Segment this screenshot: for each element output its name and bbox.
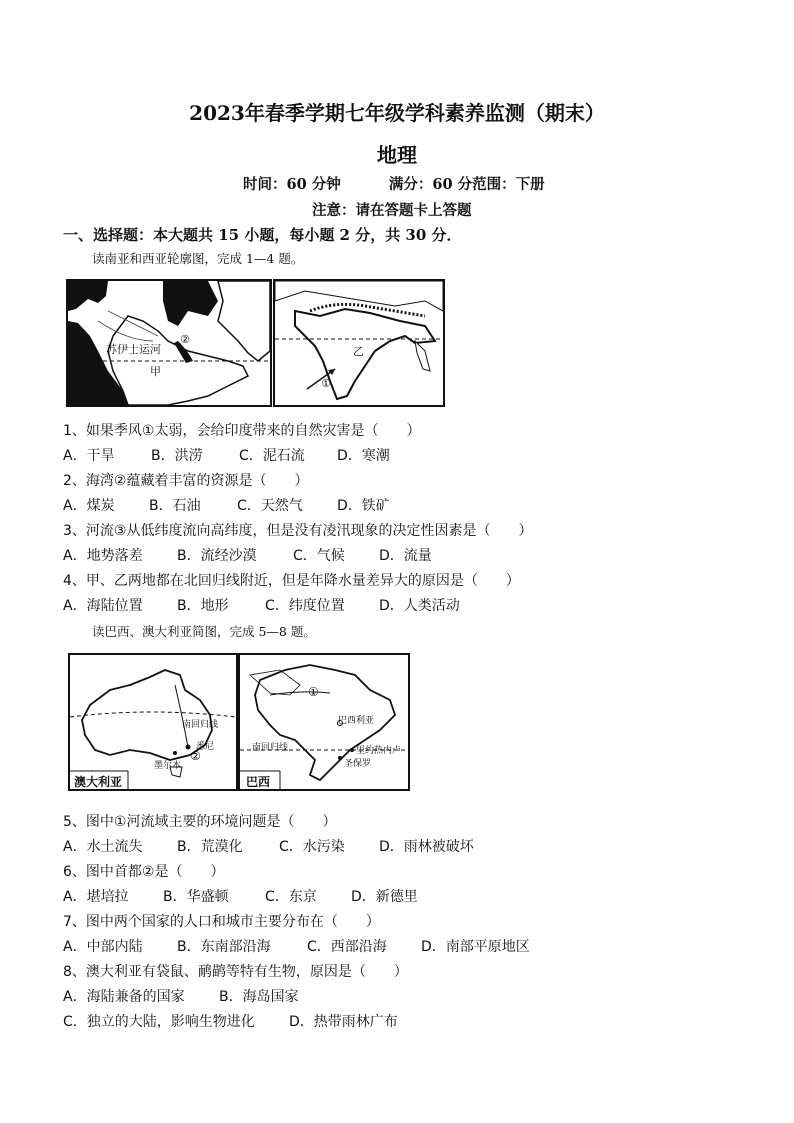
west-asia-map xyxy=(66,279,272,407)
q7-option-a[interactable]: A．中部内陆 xyxy=(63,939,143,955)
intro-map1: 读南亚和西亚轮廓图，完成 1—4 题。 xyxy=(92,251,304,266)
intro-map2: 读巴西、澳大利亚简图，完成 5—8 题。 xyxy=(92,624,316,639)
australia-map xyxy=(68,653,238,791)
q3-options xyxy=(63,545,432,565)
q2-option-d[interactable]: D．铁矿 xyxy=(337,498,390,514)
q1-option-c[interactable]: C．泥石流 xyxy=(239,448,305,464)
exam-info xyxy=(243,173,545,194)
suez-canal-label: 苏伊士运河 xyxy=(106,343,161,356)
q8-option-a[interactable]: A．海陆兼备的国家 xyxy=(63,989,185,1005)
q5-option-b[interactable]: B．荒漠化 xyxy=(177,839,243,855)
q8-options-ab xyxy=(63,986,299,1006)
q5-options xyxy=(63,836,474,856)
q1-options xyxy=(63,445,390,465)
q3-option-b[interactable]: B．流经沙漠 xyxy=(177,548,257,564)
q2-option-c[interactable]: C．天然气 xyxy=(237,498,303,514)
tropic-label-aus: 南回归线 xyxy=(182,720,219,730)
subject-title: 地理 xyxy=(377,143,417,167)
south-asia-map xyxy=(273,279,445,407)
rio-label: 里约热内卢 xyxy=(356,746,402,756)
brazil-map-drawing xyxy=(240,655,408,789)
q5-option-c[interactable]: C．水污染 xyxy=(279,839,345,855)
q6-option-c[interactable]: C．东京 xyxy=(265,889,317,905)
q4-option-d[interactable]: D．人类活动 xyxy=(379,598,460,614)
q8-option-b[interactable]: B．海岛国家 xyxy=(219,989,299,1005)
section-heading: 一、选择题：本大题共 15 小题，每小题 2 分，共 30 分． xyxy=(63,226,462,244)
marker-2-aus: ② xyxy=(190,749,201,763)
q2-option-b[interactable]: B．石油 xyxy=(149,498,201,514)
exam-title: 2023年春季学期七年级学科素养监测（期末） xyxy=(189,101,605,125)
q8-options-cd xyxy=(63,1011,398,1031)
q4-stem: 4、甲、乙两地都在北回归线附近，但是年降水量差异大的原因是（ ） xyxy=(63,573,520,589)
q3-option-d[interactable]: D．流量 xyxy=(379,548,432,564)
q2-option-a[interactable]: A．煤炭 xyxy=(63,498,115,514)
q7-stem: 7、图中两个国家的人口和城市主要分布在（ ） xyxy=(63,914,380,930)
q4-option-b[interactable]: B．地形 xyxy=(177,598,229,614)
q7-option-d[interactable]: D．南部平原地区 xyxy=(421,939,530,955)
yi-label: 乙 xyxy=(353,345,364,358)
q6-stem: 6、图中首都②是（ ） xyxy=(63,864,225,880)
brazil-map xyxy=(238,653,410,791)
q2-options xyxy=(63,495,390,515)
q5-option-d[interactable]: D．雨林被破坏 xyxy=(379,839,474,855)
tropic-label-bra: 南回归线 xyxy=(252,743,289,753)
q7-options xyxy=(63,936,530,956)
q6-option-b[interactable]: B．华盛顿 xyxy=(163,889,229,905)
west-asia-map-drawing xyxy=(68,281,270,405)
q6-options xyxy=(63,886,418,906)
exam-score: 满分：60 分范围：下册 xyxy=(388,176,545,193)
q1-option-d[interactable]: D．寒潮 xyxy=(337,448,390,464)
q4-option-c[interactable]: C．纬度位置 xyxy=(265,598,345,614)
exam-notice: 注意：请在答题卡上答题 xyxy=(312,202,472,219)
q8-option-d[interactable]: D．热带雨林广布 xyxy=(289,1014,398,1030)
q7-option-b[interactable]: B．东南部沿海 xyxy=(177,939,271,955)
marker-3-label: ③ xyxy=(84,389,94,402)
q8-option-c[interactable]: C．独立的大陆，影响生物进化 xyxy=(63,1014,255,1030)
q5-option-a[interactable]: A．水土流失 xyxy=(63,839,143,855)
q4-option-a[interactable]: A．海陆位置 xyxy=(63,598,143,614)
q1-option-b[interactable]: B．洪涝 xyxy=(151,448,203,464)
q1-stem: 1、如果季风①太弱，会给印度带来的自然灾害是（ ） xyxy=(63,423,421,439)
monsoon-1-label: ① xyxy=(321,377,331,390)
q7-option-c[interactable]: C．西部沿海 xyxy=(307,939,387,955)
q2-stem: 2、海湾②蕴藏着丰富的资源是（ ） xyxy=(63,473,309,489)
q6-option-a[interactable]: A．堪培拉 xyxy=(63,889,129,905)
sydney-label: 悉尼 xyxy=(196,742,215,752)
exam-time: 时间：60 分钟 xyxy=(243,176,341,193)
marker-2-label: ② xyxy=(180,333,190,346)
brasilia-label: 巴西利亚 xyxy=(338,716,375,726)
q3-stem: 3、河流③从低纬度流向高纬度，但是没有凌汛现象的决定性因素是（ ） xyxy=(63,523,533,539)
saopaulo-label: 圣保罗 xyxy=(344,759,372,769)
q8-stem: 8、澳大利亚有袋鼠、鸸鹋等特有生物，原因是（ ） xyxy=(63,964,408,980)
melbourne-label: 墨尔本 xyxy=(154,761,182,771)
q3-option-a[interactable]: A．地势落差 xyxy=(63,548,143,564)
brazil-caption: 巴西 xyxy=(246,775,271,789)
q3-option-c[interactable]: C．气候 xyxy=(293,548,345,564)
q1-option-a[interactable]: A．干旱 xyxy=(63,448,115,464)
q6-option-d[interactable]: D．新德里 xyxy=(351,889,418,905)
marker-1-brazil: ① xyxy=(308,685,319,699)
jia-label: 甲 xyxy=(150,365,161,378)
q5-stem: 5、图中①河流域主要的环境问题是（ ） xyxy=(63,814,337,830)
australia-caption: 澳大利亚 xyxy=(74,775,123,789)
q4-options xyxy=(63,595,460,615)
